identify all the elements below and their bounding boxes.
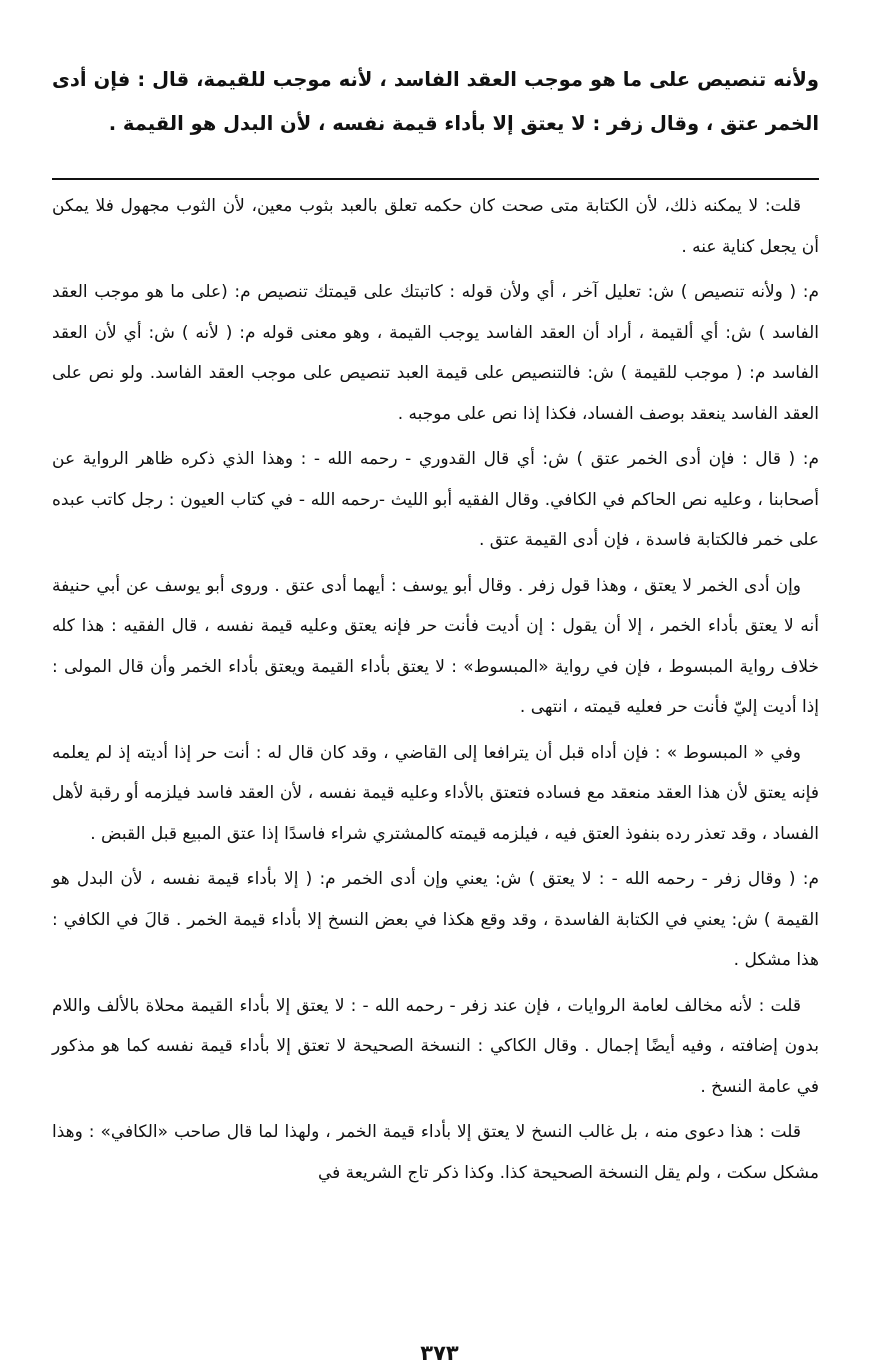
commentary-paragraph: م: ( ولأنه تنصيص ) ش: تعليل آخر ، أي ولأن قوله : كاتبتك على قيمتك تنصيص م: (على ما هو موجب العقد الفاسد ) ش: أي ألقيمة ، أراد أن العقد الفاسد يوجب القيمة ، وهو معنى قوله م: ( لأنه ) ش: أي لأن العقد الفاسد م: ( موجب للقيمة ) ش: فالتنصيص على قيمة العبد تنصيص على موجب العقد الفاسد. ولو نص على العقد الفاسد ينعقد بوصف الفساد، فكذا إذا نص على موجبه . [52,282,819,424]
commentary-paragraph: م: ( قال : فإن أدى الخمر عتق ) ش: أي قال القدوري - رحمه الله - : وهذا الذي ذكره ظاهر الرواية عن أصحابنا ، وعليه نص الحاكم في الكافي. وقال الفقيه أبو الليث -رحمه الله - في كتاب العيون : رجل كاتب عبده على خمر فالكتابة فاسدة ، فإن أدى القيمة عتق . [52,449,819,550]
commentary-paragraph: م: ( وقال زفر - رحمه الله - : لا يعتق ) ش: يعني وإن أدى الخمر م: ( إلا بأداء قيمة نفسه ، لأن البدل هو القيمة ) ش: يعني في الكتابة الفاسدة ، وقد وقع هكذا في بعض النسخ إلا بأداء قيمة الخمر . قالَ في الكافي : هذا مشكل . [52,869,819,970]
section-divider [52,178,819,180]
page-number: ٣٧٣ [420,1341,459,1365]
commentary-paragraph: وفي « المبسوط » : فإن أداه قبل أن يترافعا إلى القاضي ، وقد كان قال له : أنت حر إذا أديته إذ لم يعلمه فإنه يعتق لأن هذا العقد منعقد مع فساده فتعتق بالأداء وعليه قيمة نفسه ، لأن العقد فاسد فيلزمه أو رقبة لأهل الفساد ، وقد تعذر رده بنفوذ العتق فيه ، فيلزمه قيمته كالمشتري شراء فاسدًا إذا عتق المبيع قبل القبض . [52,742,819,844]
commentary-section [52,186,819,1198]
commentary-paragraph: قلت : لأنه مخالف لعامة الروايات ، فإن عند زفر - رحمه الله - : لا يعتق إلا بأداء القيمة محلاة بالألف واللام بدون إضافته ، وفيه أيضًا إجمال . وقال الكاكي : النسخة الصحيحة لا تعتق إلا بأداء قيمة نفسه كما هو مذكور في عامة النسخ . [52,995,819,1097]
commentary-paragraph: قلت: لا يمكنه ذلك، لأن الكتابة متى صحت كان حكمه تعلق بالعبد بثوب معين، لأن الثوب مجهول فلا يمكن أن يجعل كناية عنه . [52,196,819,257]
commentary-paragraph: قلت : هذا دعوى منه ، بل غالب النسخ لا يعتق إلا بأداء قيمة الخمر ، ولهذا لما قال صاحب «الكافي» : وهذا مشكل سكت ، ولم يقل النسخة الصحيحة كذا. وكذا ذكر تاج الشريعة في [52,1122,819,1183]
matn-text: ولأنه تنصيص على ما هو موجب العقد الفاسد ، لأنه موجب للقيمة، قال : فإن أدى الخمر عتق ، وقال زفر : لا يعتق إلا بأداء قيمة نفسه ، لأن البدل هو القيمة . [52,68,819,135]
commentary-paragraph: وإن أدى الخمر لا يعتق ، وهذا قول زفر . وقال أبو يوسف : أيهما أدى عتق . وروى أبو يوسف عن أبي حنيفة أنه لا يعتق بأداء الخمر ، إلا أن يقول : إن أديت فأنت حر فإنه يعتق وعليه قيمة نفسه ، قال الفقيه : هذا كله خلاف رواية المبسوط ، فإن في رواية «المبسوط» : لا يعتق بأداء القيمة ويعتق بأداء الخمر وأن قال المولى : إذا أديت إليّ فأنت حر فعليه قيمته ، انتهى . [52,575,819,717]
